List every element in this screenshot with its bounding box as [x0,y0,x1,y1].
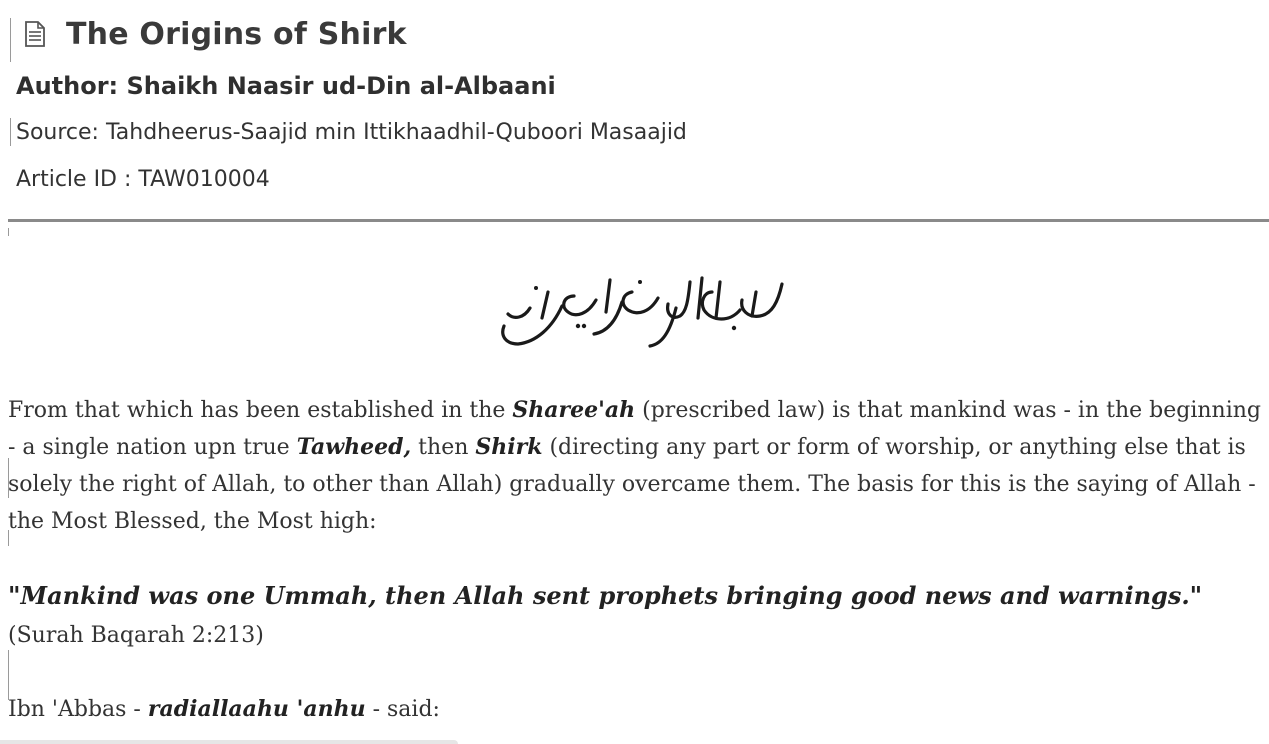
paragraph-text: (prescribed law) is that mankind was - in the beginning - a single nation upn true [8,398,1262,460]
term-emphasis: Shirk [475,434,543,460]
page-title: The Origins of Shirk [66,16,407,52]
quote-reference: (Surah Baqarah 2:213) [8,623,264,648]
quran-quote [8,577,1263,654]
paragraph-text: - said: [365,697,440,722]
quote-text: "Mankind was one Ummah, then Allah sent prophets bringing good news and warnings." [8,581,1203,610]
body-paragraph [8,691,1263,728]
title-row [24,12,407,56]
header-divider [8,219,1269,222]
left-guide-line [10,18,11,62]
bottom-status-bar [0,740,458,744]
article-id: Article ID : TAW010004 [16,167,270,192]
article-author: Author: Shaikh Naasir ud-Din al-Albaani [16,72,556,100]
term-emphasis: radiallaahu 'anhu [147,696,366,722]
document-icon [24,21,46,47]
article-source: Source: Tahdheerus-Saajid min Ittikhaadhil-Quboori Masaajid [16,120,687,145]
paragraph-text: From that which has been established in the [8,398,513,423]
paragraph-text: then [411,435,476,460]
term-emphasis: Sharee'ah [512,397,636,423]
basmala-calligraphy [490,262,790,362]
paragraph-text: (directing any part or form of worship, or anything else that is solely the right of Allah, to other than Allah) gradually overcame them. The basis for this is the saying of Allah - the Most Blessed, the Most high: [8,435,1256,534]
left-guide-line [8,228,9,236]
left-guide-line [10,118,11,146]
term-emphasis: Tawheed, [296,434,412,460]
body-paragraph [8,392,1263,540]
paragraph-text: Ibn 'Abbas - [8,697,148,722]
